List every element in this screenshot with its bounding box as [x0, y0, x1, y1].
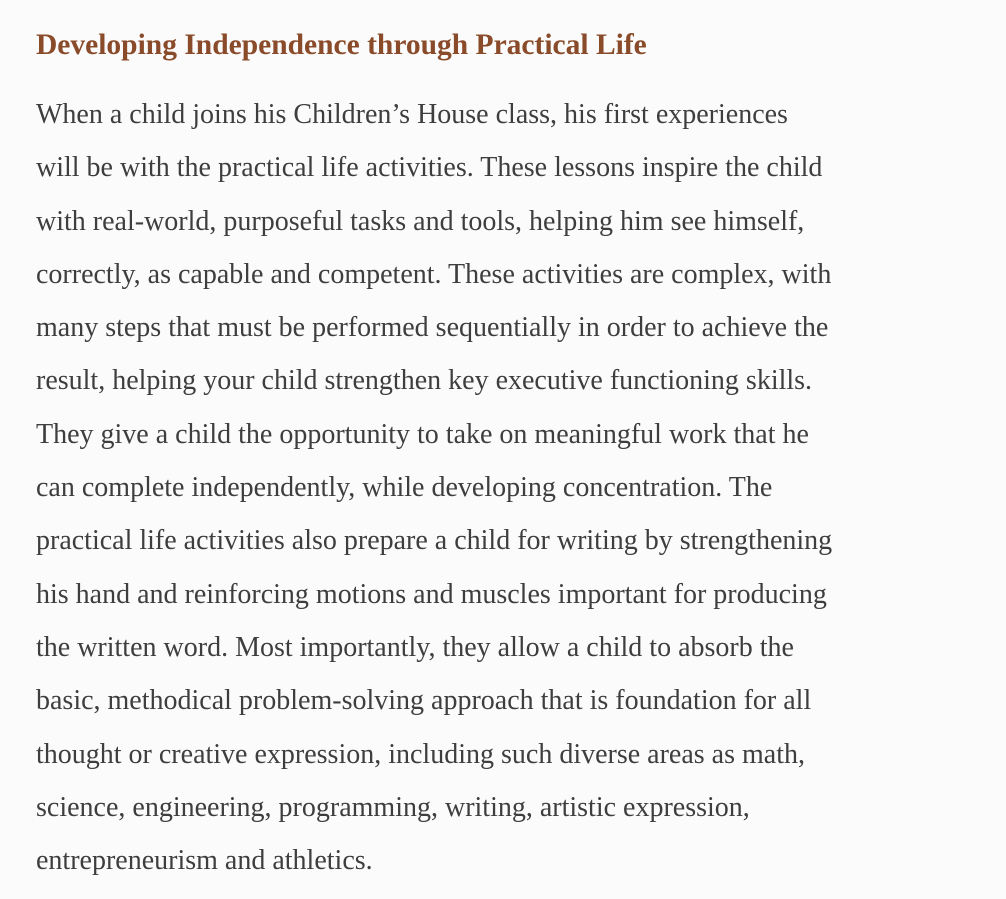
paragraph-line: result, helping your child strengthen key executive functioning skills. — [36, 365, 813, 397]
paragraph-line: the written word. Most importantly, they allow a child to absorb the — [36, 631, 794, 663]
paragraph-line: correctly, as capable and competent. These activities are complex, with — [36, 258, 832, 290]
paragraph-line: When a child joins his Children’s House class, his first experiences — [36, 99, 788, 130]
paragraph-line: can complete independently, while developing concentration. The — [36, 472, 773, 504]
paragraph-line: many steps that must be performed sequentially in order to achieve the — [36, 312, 829, 344]
paragraph-line: They give a child the opportunity to take on meaningful work that he — [36, 418, 809, 450]
section-heading: Developing Independence through Practical Life — [36, 29, 647, 61]
paragraph-line: science, engineering, programming, writing, artistic expression, — [36, 791, 750, 823]
paragraph-line: basic, methodical problem-solving approach that is foundation for all — [36, 685, 812, 717]
paragraph-line: practical life activities also prepare a child for writing by strengthening — [36, 525, 833, 557]
body-paragraph — [36, 88, 970, 887]
paragraph-line: will be with the practical life activities. These lessons inspire the child — [36, 152, 823, 184]
paragraph-line: thought or creative expression, including such diverse areas as math, — [36, 738, 805, 770]
paragraph-line: with real-world, purposeful tasks and tools, helping him see himself, — [36, 205, 805, 237]
paragraph-line: entrepreneurism and athletics. — [36, 845, 373, 877]
paragraph-line: his hand and reinforcing motions and muscles important for producing — [36, 578, 827, 610]
